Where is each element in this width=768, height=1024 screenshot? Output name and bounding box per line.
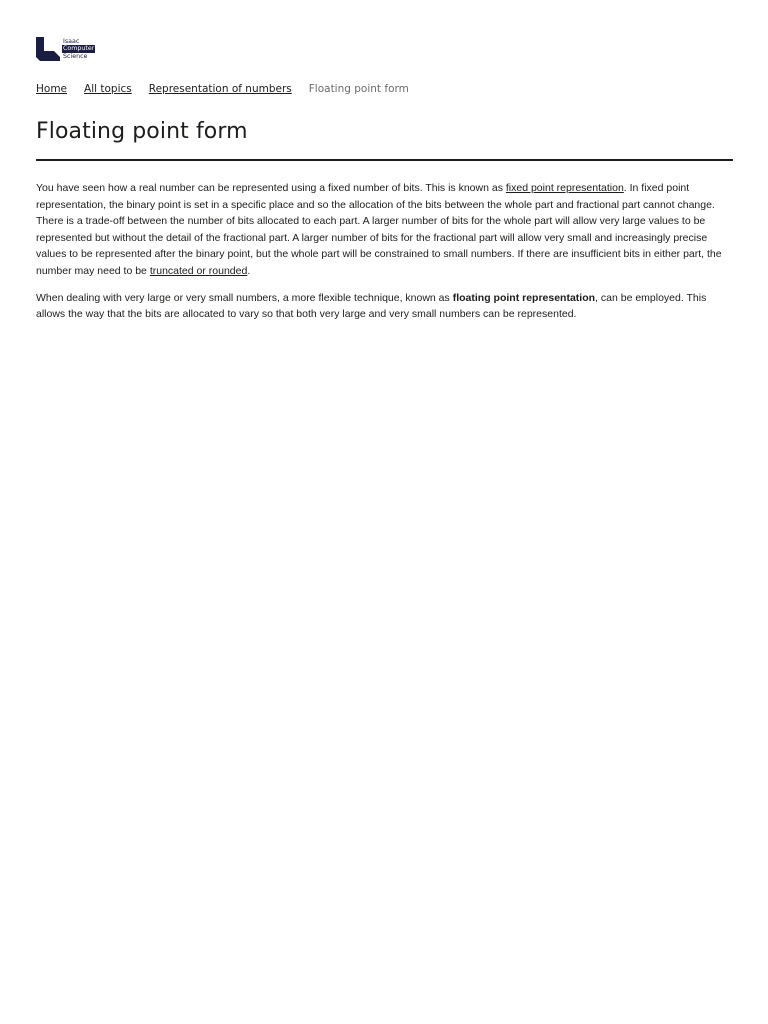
breadcrumb-representation-of-numbers[interactable]: Representation of numbers bbox=[148, 83, 292, 95]
paragraph-1-text-c: . bbox=[247, 264, 251, 277]
paragraph-2 bbox=[36, 290, 733, 323]
paragraph-2-text-b: , can be employed. This allows the way that the bits are allocated to vary so that both very large and very small numbers can be represented. bbox=[36, 291, 707, 321]
page-title: Floating point form bbox=[36, 119, 248, 144]
breadcrumb-current: Floating point form bbox=[308, 83, 409, 95]
breadcrumb-all-topics[interactable]: All topics bbox=[84, 83, 132, 95]
paragraph-1-text-b: . In fixed point representation, the binary point is set in a specific place and so the allocation of the bits between the whole part and fractional part cannot change. There is a trade-off between the number of bits allocated to each part. A larger number of bits for the whole part will allow very large values to be represented but without the detail of the fractional part. A larger number of bits for the fractional part will allow very small and increasingly precise values to be represented after the binary point, but the whole part will be constrained to small numbers. If there are insufficient bits in either part, the number may need to be bbox=[36, 182, 722, 277]
paragraph-1 bbox=[36, 180, 733, 280]
title-divider bbox=[36, 159, 733, 161]
paragraph-2-text-a: When dealing with very large or very small numbers, a more flexible technique, known as bbox=[36, 291, 453, 304]
breadcrumb bbox=[36, 82, 409, 96]
floating-point-term: floating point representation bbox=[452, 291, 596, 304]
isaac-logo-icon bbox=[36, 37, 60, 61]
logo-text-line3: Science bbox=[63, 52, 88, 60]
logo-wordmark bbox=[63, 38, 95, 60]
fixed-point-link[interactable]: fixed point representation bbox=[505, 182, 624, 194]
article-content bbox=[36, 180, 733, 333]
site-logo[interactable] bbox=[36, 37, 110, 61]
logo-text-line1: Isaac bbox=[63, 38, 80, 45]
logo-text-line2: Computer bbox=[63, 45, 95, 53]
breadcrumb-home[interactable]: Home bbox=[36, 83, 68, 95]
paragraph-1-text-a: You have seen how a real number can be represented using a fixed number of bits. This is known as bbox=[36, 182, 506, 194]
truncated-or-rounded-link[interactable]: truncated or rounded bbox=[149, 264, 248, 277]
